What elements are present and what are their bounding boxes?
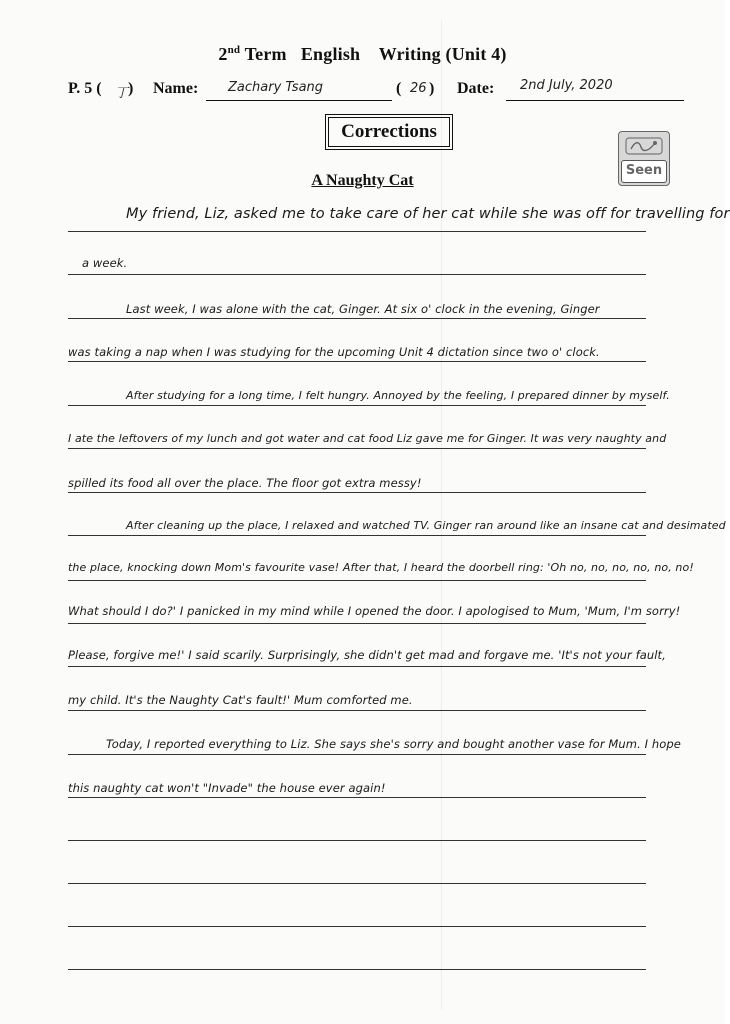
essay-line: this naughty cat won't "Invade" the house ever again! bbox=[68, 781, 386, 795]
class-value: 丁 bbox=[115, 86, 129, 101]
ruled-line bbox=[68, 623, 646, 624]
essay-line: Please, forgive me!' I said scarily. Surprisingly, she didn't get mad and forgave me. 'It's not your fault, bbox=[68, 648, 666, 662]
ruled-line bbox=[68, 710, 646, 711]
stamp-emblem-icon bbox=[625, 137, 663, 155]
name-underline bbox=[206, 100, 392, 101]
number-open: ( bbox=[396, 80, 402, 97]
name-value: Zachary Tsang bbox=[228, 80, 324, 95]
essay-line: After studying for a long time, I felt hungry. Annoyed by the feeling, I prepared dinner by myself. bbox=[126, 389, 670, 402]
essay-title bbox=[0, 172, 725, 190]
essay-line: a week. bbox=[82, 256, 128, 270]
ruled-line bbox=[68, 797, 646, 798]
essay-line: My friend, Liz, asked me to take care of her cat while she was off for travelling for bbox=[126, 206, 730, 222]
ruled-line bbox=[68, 969, 646, 970]
ruled-line bbox=[68, 883, 646, 884]
date-value: 2nd July, 2020 bbox=[520, 78, 613, 93]
number-close: ) bbox=[429, 80, 435, 97]
ruled-line bbox=[68, 754, 646, 755]
essay-line: I ate the leftovers of my lunch and got water and cat food Liz gave me for Ginger. It was very naughty and bbox=[68, 432, 667, 445]
essay-line: Today, I reported everything to Liz. She says she's sorry and bought another vase for Mum. I hope bbox=[106, 737, 681, 751]
worksheet-heading bbox=[0, 44, 725, 65]
essay-line: spilled its food all over the place. The floor got extra messy! bbox=[68, 476, 422, 490]
ruled-line bbox=[68, 666, 646, 667]
class-label: P. 5 ( bbox=[68, 80, 102, 97]
ruled-line bbox=[68, 448, 646, 449]
ruled-line bbox=[68, 492, 646, 493]
ruled-line bbox=[68, 274, 646, 275]
stamp-label: Seen bbox=[621, 160, 667, 183]
corrections-label: Corrections bbox=[341, 121, 437, 142]
number-value: 26 bbox=[410, 81, 427, 96]
ruled-line bbox=[68, 535, 646, 536]
essay-line: After cleaning up the place, I relaxed and watched TV. Ginger ran around like an insane cat and desimated bbox=[126, 519, 726, 532]
essay-line: What should I do?' I panicked in my mind while I opened the door. I apologised to Mum, 'Mum, I'm sorry! bbox=[68, 604, 681, 618]
page-fold-line bbox=[441, 20, 442, 1010]
ruled-line bbox=[68, 361, 646, 362]
class-close: ) bbox=[128, 80, 134, 97]
essay-line: my child. It's the Naughty Cat's fault!' Mum comforted me. bbox=[68, 693, 413, 707]
essay-title-text: A Naughty Cat bbox=[311, 172, 414, 189]
ruled-line bbox=[68, 926, 646, 927]
ruled-line bbox=[68, 840, 646, 841]
corrections-box bbox=[325, 114, 453, 150]
ruled-line bbox=[68, 318, 646, 319]
student-info-line bbox=[68, 80, 688, 106]
ruled-line bbox=[68, 580, 646, 581]
date-label: Date: bbox=[457, 80, 495, 97]
essay-line: Last week, I was alone with the cat, Ginger. At six o' clock in the evening, Ginger bbox=[126, 302, 600, 316]
ruled-line bbox=[68, 231, 646, 232]
heading-text: Term English Writing (Unit 4) bbox=[240, 44, 507, 64]
heading-ordinal-suffix: nd bbox=[227, 44, 241, 56]
essay-line: the place, knocking down Mom's favourite vase! After that, I heard the doorbell ring: 'Oh no, no, no, no, no, no! bbox=[68, 561, 694, 574]
name-label: Name: bbox=[153, 80, 199, 97]
ruled-line bbox=[68, 405, 646, 406]
heading-ordinal: 2 bbox=[218, 44, 228, 64]
essay-line: was taking a nap when I was studying for the upcoming Unit 4 dictation since two o' clock. bbox=[68, 345, 600, 359]
date-underline bbox=[506, 100, 684, 101]
